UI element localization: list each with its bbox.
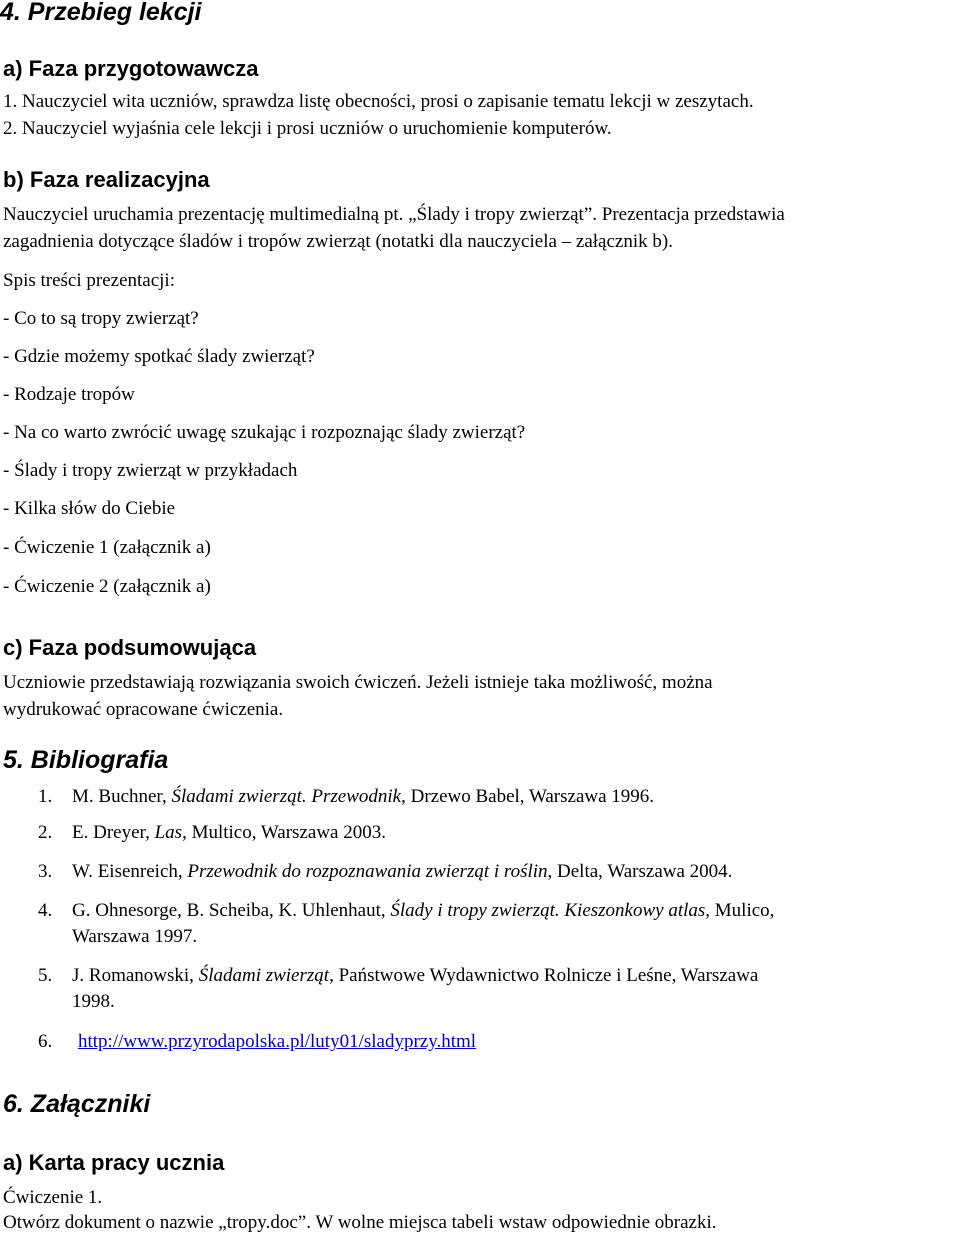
bibliography-publisher: , Mulico,	[705, 900, 775, 921]
phase-c-title: c) Faza podsumowująca	[3, 635, 257, 660]
bibliography-publisher: , Państwowe Wydawnictwo Rolnicze i Leśne, Warszawa	[329, 965, 759, 986]
bibliography-title: Las	[154, 822, 183, 843]
bibliography-item	[38, 1029, 476, 1055]
bibliography-link[interactable]: http://www.przyrodapolska.pl/luty01/sladyprzy.html	[78, 1031, 477, 1052]
bibliography-publisher: , Drzewo Babel, Warszawa 1996.	[401, 786, 655, 807]
section-4-title: 4. Przebieg lekcji	[0, 0, 202, 26]
phase-c-line-1: Uczniowie przedstawiają rozwiązania swoich ćwiczeń. Jeżeli istnieje taka możliwość, można	[3, 672, 713, 693]
bibliography-number: 1.	[38, 786, 53, 807]
bibliography-author: J. Romanowski,	[72, 965, 199, 986]
section-6-title: 6. Załączniki	[3, 1090, 151, 1118]
bibliography-author: G. Ohnesorge, B. Scheiba, K. Uhlenhaut,	[72, 900, 391, 921]
section-5-title: 5. Bibliografia	[3, 746, 169, 774]
bibliography-author: W. Eisenreich,	[72, 861, 188, 882]
toc-item: - Rodzaje tropów	[3, 384, 135, 405]
exercise-text: Otwórz dokument o nazwie „tropy.doc”. W wolne miejsca tabeli wstaw odpowiednie obrazki.	[3, 1212, 717, 1233]
bibliography-item	[38, 859, 732, 885]
phase-a-item-2: 2. Nauczyciel wyjaśnia cele lekcji i prosi uczniów o uruchomienie komputerów.	[3, 118, 612, 139]
toc-item: - Gdzie możemy spotkać ślady zwierząt?	[3, 346, 315, 367]
bibliography-number: 2.	[38, 822, 53, 843]
bibliography-item	[38, 820, 386, 846]
phase-a-item-1: 1. Nauczyciel wita uczniów, sprawdza listę obecności, prosi o zapisanie tematu lekcji w zeszytach.	[3, 91, 754, 112]
attachment-a-title: a) Karta pracy ucznia	[3, 1150, 225, 1175]
bibliography-item	[38, 963, 758, 1015]
toc-item: - Kilka słów do Ciebie	[3, 498, 176, 519]
bibliography-author: E. Dreyer,	[72, 822, 155, 843]
toc-item: - Na co warto zwrócić uwagę szukając i rozpoznając ślady zwierząt?	[3, 422, 526, 443]
bibliography-continuation: Warszawa 1997.	[72, 926, 198, 947]
phase-c-line-2: wydrukować opracowane ćwiczenia.	[3, 699, 284, 720]
bibliography-title: Śladami zwierząt. Przewodnik	[171, 786, 402, 807]
toc-item: - Ćwiczenie 2 (załącznik a)	[3, 576, 211, 597]
bibliography-title: Przewodnik do rozpoznawania zwierząt i roślin	[187, 861, 548, 882]
bibliography-title: Śladami zwierząt	[198, 965, 330, 986]
bibliography-item	[38, 898, 774, 950]
bibliography-title: Ślady i tropy zwierząt. Kieszonkowy atlas	[390, 900, 706, 921]
bibliography-number: 4.	[38, 900, 53, 921]
bibliography-number: 3.	[38, 861, 53, 882]
toc-item: - Co to są tropy zwierząt?	[3, 308, 199, 329]
toc-item: - Ślady i tropy zwierząt w przykładach	[3, 460, 298, 481]
exercise-label: Ćwiczenie 1.	[3, 1187, 103, 1208]
bibliography-publisher: , Delta, Warszawa 2004.	[547, 861, 733, 882]
bibliography-author: M. Buchner,	[72, 786, 172, 807]
bibliography-item	[38, 784, 654, 810]
toc-item: - Ćwiczenie 1 (załącznik a)	[3, 537, 211, 558]
phase-b-line-1: Nauczyciel uruchamia prezentację multimedialną pt. „Ślady i tropy zwierząt”. Prezentacja przedstawia	[3, 204, 785, 225]
toc-label: Spis treści prezentacji:	[3, 270, 175, 291]
bibliography-continuation: 1998.	[72, 991, 115, 1012]
phase-b-title: b) Faza realizacyjna	[3, 167, 210, 192]
bibliography-number: 6.	[38, 1031, 53, 1052]
bibliography-publisher: , Multico, Warszawa 2003.	[182, 822, 386, 843]
phase-b-line-2: zagadnienia dotyczące śladów i tropów zwierząt (notatki dla nauczyciela – załącznik b).	[3, 231, 673, 252]
phase-a-title: a) Faza przygotowawcza	[3, 56, 259, 81]
bibliography-number: 5.	[38, 965, 53, 986]
